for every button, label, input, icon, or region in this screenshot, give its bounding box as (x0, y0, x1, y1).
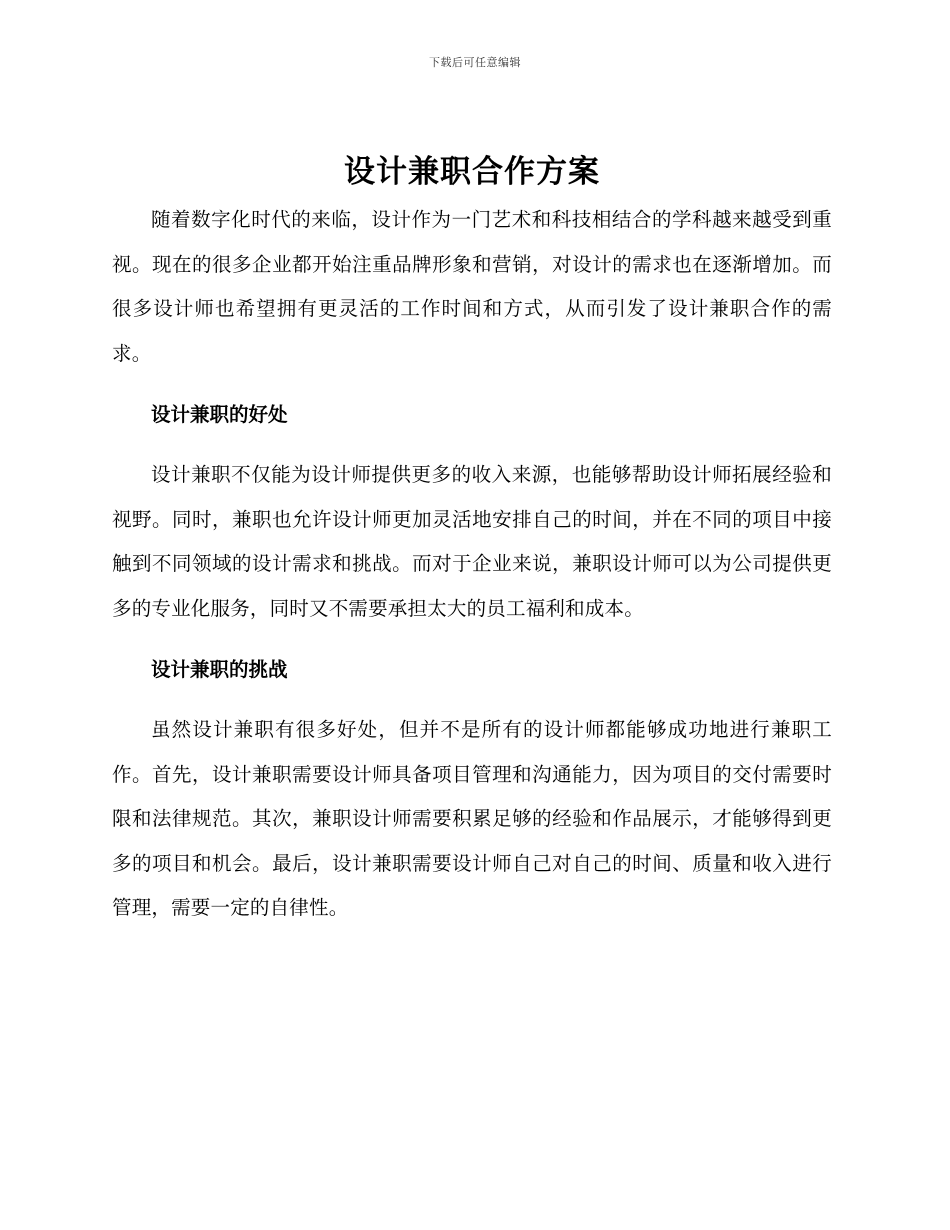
document-body (112, 150, 832, 931)
section-heading-challenges: 设计兼职的挑战 (151, 658, 288, 681)
header-note: 下载后可任意编辑 (429, 56, 521, 69)
intro-paragraph: 随着数字化时代的来临，设计作为一门艺术和科技相结合的学科越来越受到重视。现在的很多企业都开始注重品牌形象和营销，对设计的需求也在逐渐增加。而很多设计师也希望拥有更灵活的工作时间和方式，从而引发了设计兼职合作的需求。 (112, 208, 832, 365)
section-heading-benefits: 设计兼职的好处 (151, 403, 288, 426)
section-body-challenges: 虽然设计兼职有很多好处，但并不是所有的设计师都能够成功地进行兼职工作。首先，设计兼职需要设计师具备项目管理和沟通能力，因为项目的交付需要时限和法律规范。其次，兼职设计师需要积累足够的经验和作品展示，才能够得到更多的项目和机会。最后，设计兼职需要设计师自己对自己的时间、质量和收入进行管理，需要一定的自律性。 (112, 718, 832, 919)
section-body-benefits: 设计兼职不仅能为设计师提供更多的收入来源，也能够帮助设计师拓展经验和视野。同时，兼职也允许设计师更加灵活地安排自己的时间，并在不同的项目中接触到不同领域的设计需求和挑战。而对于企业来说，兼职设计师可以为公司提供更多的专业化服务，同时又不需要承担太大的员工福利和成本。 (112, 463, 832, 620)
document-title: 设计兼职合作方案 (344, 154, 600, 190)
